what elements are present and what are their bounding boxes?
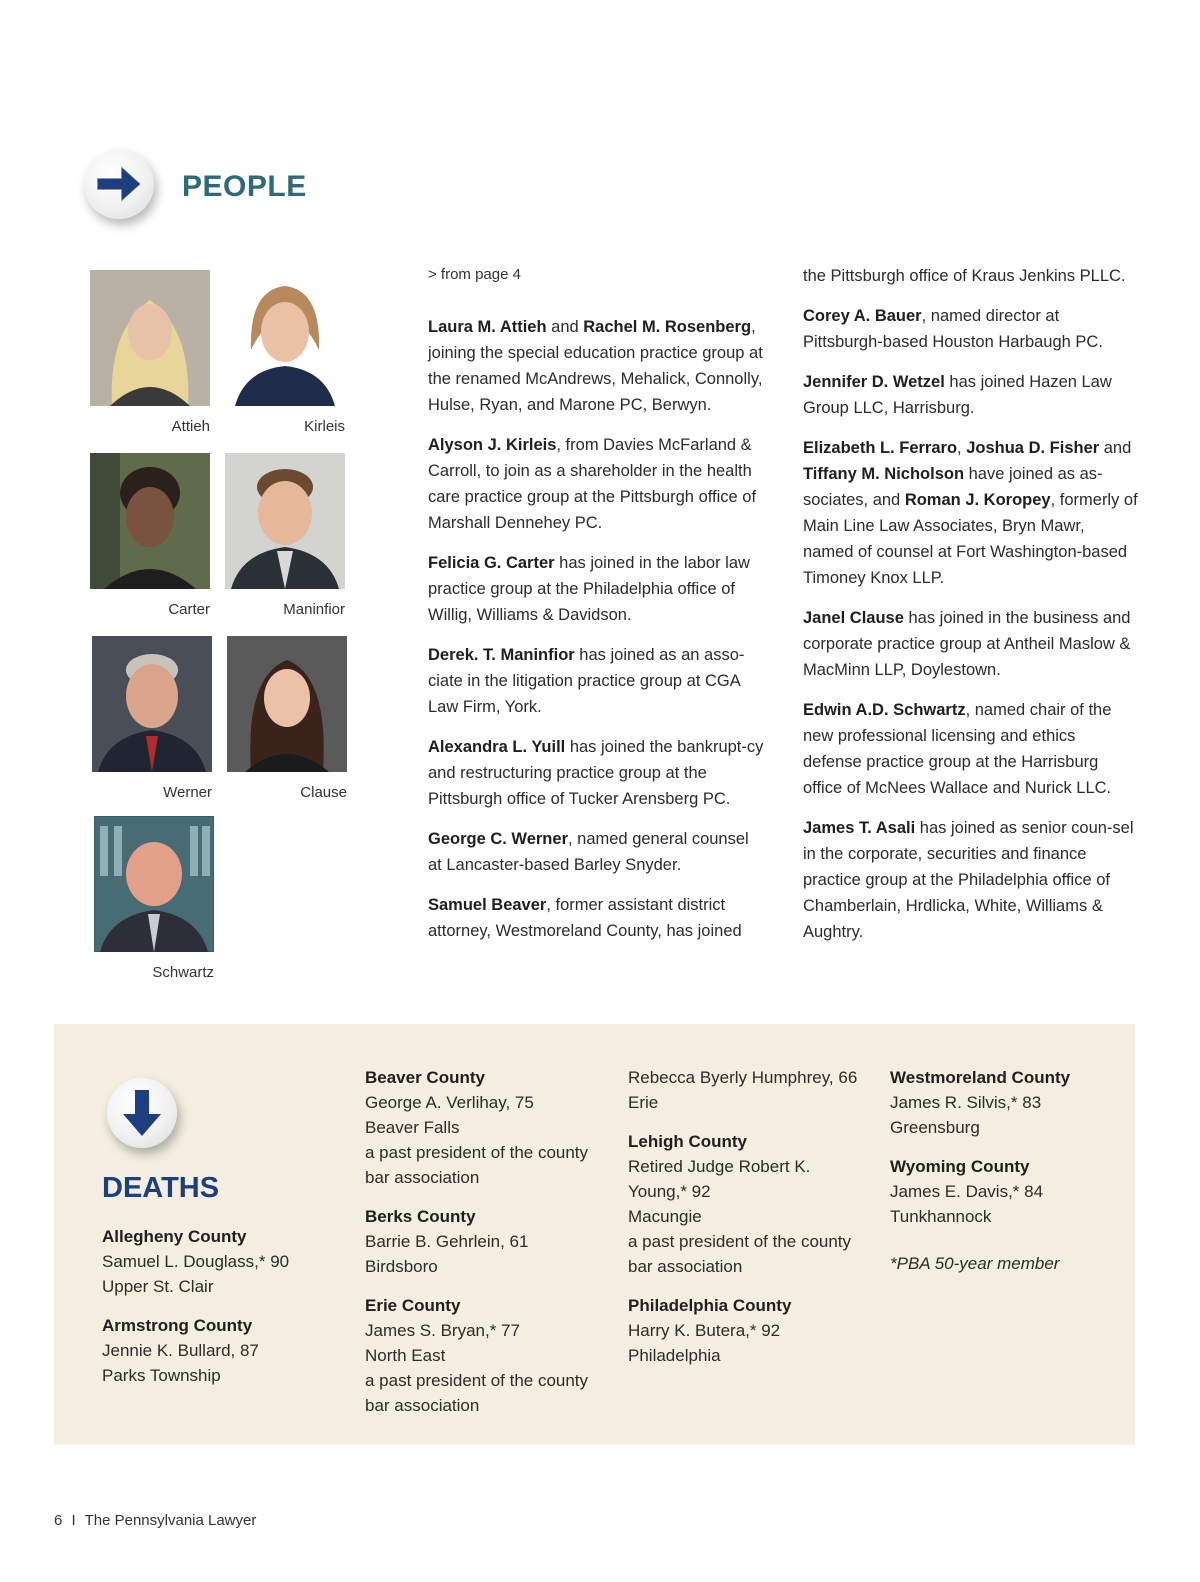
deaths-column-2	[365, 1065, 605, 1432]
people-entry: Samuel Beaver, former assistant district attorney, Westmoreland County, has joined	[428, 896, 742, 940]
people-entry: Elizabeth L. Ferraro, Joshua D. Fisher and Tiffany M. Nicholson have joined as as-sociates, and Roman J. Koropey, formerly of Main Line Law Associates, Bryn Mawr, named of counsel at Fort Washington-based Timoney Knox LLP.	[803, 439, 1138, 587]
photo-werner	[92, 636, 212, 772]
photo-maninfior	[225, 453, 345, 589]
photo-attieh	[90, 270, 210, 406]
people-entry: the Pittsburgh office of Kraus Jenkins PLLC.	[803, 267, 1126, 285]
caption-kirleis: Kirleis	[304, 418, 345, 435]
death-entry: Lehigh County Retired Judge Robert K. Young,* 92 Macungie a past president of the county bar association	[628, 1132, 852, 1276]
caption-clause: Clause	[300, 784, 347, 801]
death-entry: Berks County Barrie B. Gehrlein, 61 Birdsboro	[365, 1207, 529, 1276]
people-entry: James T. Asali has joined as senior coun-sel in the corporate, securities and finance practice group at the Philadelphia office of Chamberlain, Hrdlicka, White, Williams & Aughtry.	[803, 819, 1134, 941]
death-entry: Allegheny County Samuel L. Douglass,* 90 Upper St. Clair	[102, 1227, 290, 1296]
people-entry: Alyson J. Kirleis, from Davies McFarland & Carroll, to join as a shareholder in the health care practice group at the Pittsburgh office of Marshall Dennehey PC.	[428, 436, 757, 532]
people-entry: George C. Werner, named general counsel at Lancaster-based Barley Snyder.	[428, 830, 749, 874]
people-entry: Edwin A.D. Schwartz, named chair of the new professional licensing and ethics defense practice group at the Harrisburg office of McNees Wallace and Nurick LLC.	[803, 701, 1112, 797]
people-entry: Felicia G. Carter has joined in the labor law practice group at the Philadelphia office of Willig, Williams & Davidson.	[428, 554, 750, 624]
photo-carter	[90, 453, 210, 589]
people-entry: Jennifer D. Wetzel has joined Hazen Law Group LLC, Harrisburg.	[803, 373, 1112, 417]
people-entry: Laura M. Attieh and Rachel M. Rosenberg, joining the special education practice group at the renamed McAndrews, Mehalick, Connolly, Hulse, Ryan, and Marone PC, Berwyn.	[428, 318, 763, 414]
death-entry: Westmoreland County James R. Silvis,* 83 Greensburg	[890, 1068, 1071, 1137]
death-entry: Erie County James S. Bryan,* 77 North East a past president of the county bar association	[365, 1296, 589, 1415]
deaths-column-4	[890, 1065, 1120, 1276]
people-entry: Corey A. Bauer, named director at Pittsburgh-based Houston Harbaugh PC.	[803, 307, 1103, 351]
people-entry: Janel Clause has joined in the business and corporate practice group at Antheil Maslow & MacMinn LLP, Doylestown.	[803, 609, 1131, 679]
from-page-note: > from page 4	[428, 266, 521, 283]
photo-clause	[227, 636, 347, 772]
footer-separator: I	[71, 1512, 76, 1529]
people-entry: Derek. T. Maninfior has joined as an asso-ciate in the litigation practice group at CGA Law Firm, York.	[428, 646, 745, 716]
people-column-2	[803, 263, 1138, 959]
people-entry: Alexandra L. Yuill has joined the bankrupt-cy and restructuring practice group at the Pittsburgh office of Tucker Arensberg PC.	[428, 738, 764, 808]
deaths-column-1	[102, 1224, 342, 1402]
photo-schwartz	[94, 816, 214, 952]
caption-werner: Werner	[163, 784, 212, 801]
death-entry: Wyoming County James E. Davis,* 84 Tunkhannock	[890, 1157, 1044, 1226]
member-footnote: *PBA 50-year member	[890, 1254, 1060, 1273]
publication-name: The Pennsylvania Lawyer	[84, 1512, 257, 1529]
deaths-column-3	[628, 1065, 868, 1382]
arrow-down-icon	[120, 1088, 164, 1138]
deaths-section-icon	[107, 1078, 177, 1148]
caption-maninfior: Maninfior	[283, 601, 345, 618]
caption-schwartz: Schwartz	[152, 964, 214, 981]
caption-attieh: Attieh	[171, 418, 210, 435]
death-entry: Philadelphia County Harry K. Butera,* 92 Philadelphia	[628, 1296, 792, 1365]
page-number: 6	[54, 1512, 63, 1529]
death-entry: Rebecca Byerly Humphrey, 66 Erie	[628, 1068, 858, 1112]
people-column-1	[428, 262, 764, 958]
caption-carter: Carter	[168, 601, 210, 618]
page-footer	[54, 1512, 256, 1529]
section-title-people: PEOPLE	[182, 170, 307, 203]
section-title-deaths: DEATHS	[102, 1172, 220, 1204]
death-entry: Armstrong County Jennie K. Bullard, 87 Parks Township	[102, 1316, 259, 1385]
people-section-icon	[84, 149, 154, 219]
arrow-right-icon	[95, 163, 143, 205]
death-entry: Beaver County George A. Verlihay, 75 Beaver Falls a past president of the county bar association	[365, 1068, 589, 1187]
photo-kirleis	[225, 270, 345, 406]
